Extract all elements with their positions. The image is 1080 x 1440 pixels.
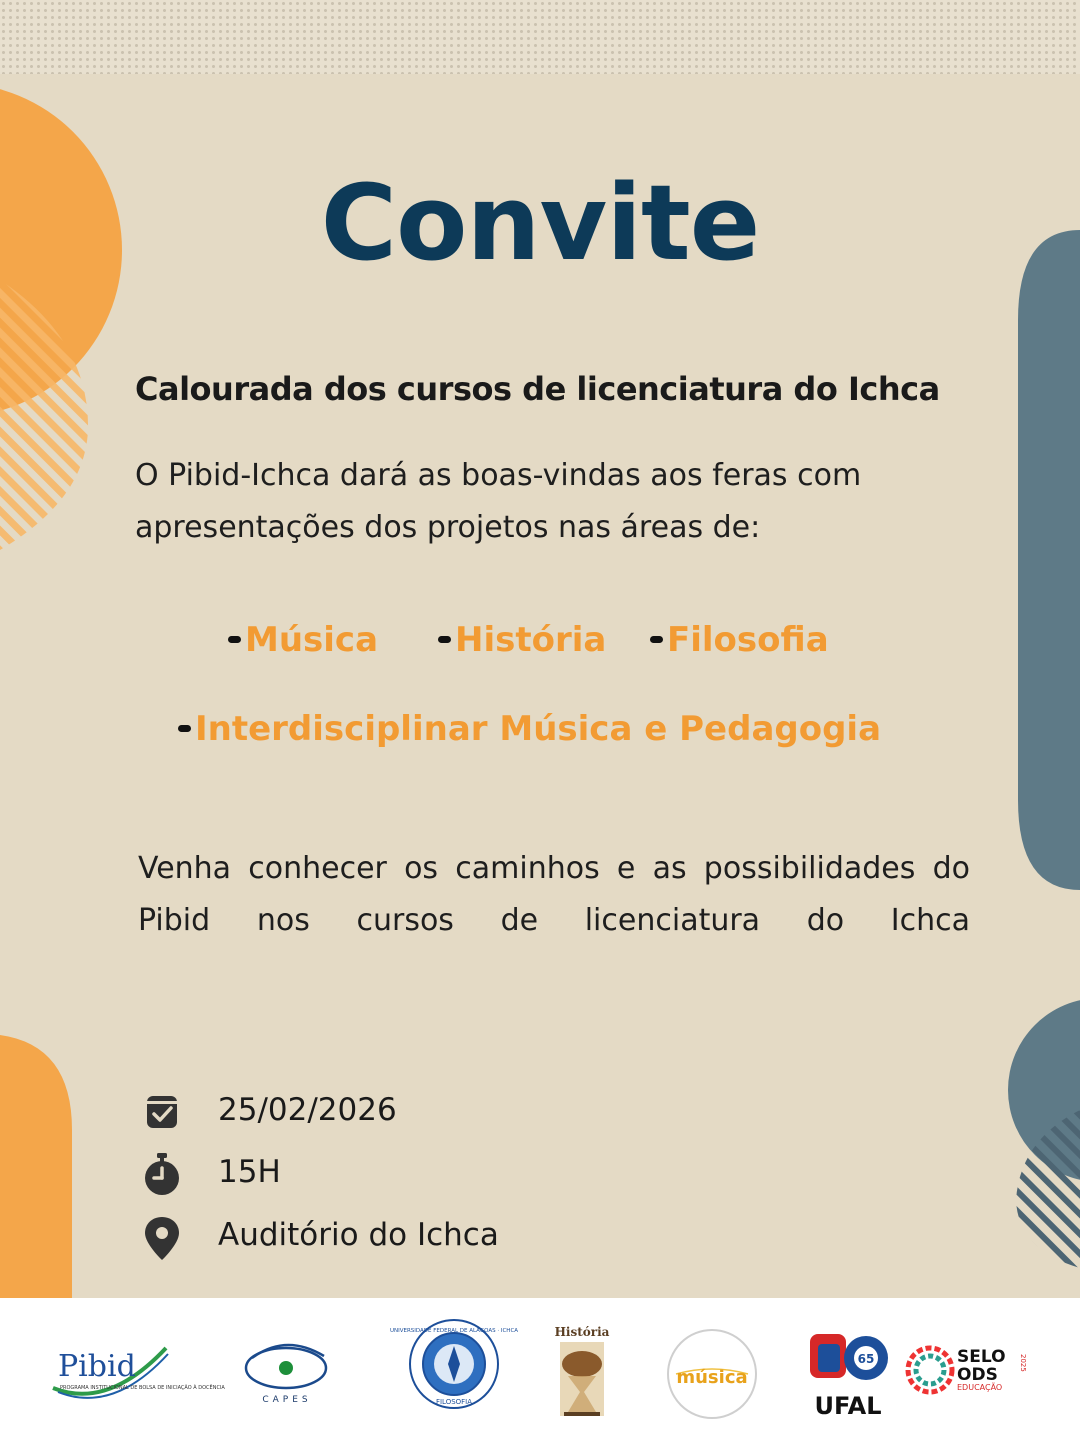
svg-text:SELO: SELO <box>957 1347 1006 1367</box>
svg-text:PROGRAMA INSTITUCIONAL DE BOLS: PROGRAMA INSTITUCIONAL DE BOLSA DE INICIAÇÃO À DOCÊNCIA <box>60 1385 225 1391</box>
historia-logo <box>548 1324 616 1420</box>
event-subtitle: Calourada dos cursos de licenciatura do Ichca <box>135 370 940 408</box>
event-location-row <box>140 1213 740 1263</box>
area-label: História <box>455 620 607 660</box>
svg-text:CAPES: CAPES <box>262 1395 312 1405</box>
svg-text:UNIVERSIDADE FEDERAL DE ALAGOA: UNIVERSIDADE FEDERAL DE ALAGOAS · ICHCA <box>389 1328 519 1334</box>
decor-right-slate-pill <box>1018 230 1080 890</box>
event-time: 15H <box>218 1154 281 1190</box>
event-date: 25/02/2026 <box>218 1092 397 1128</box>
area-item-historia <box>438 620 606 660</box>
ufal-65-logo <box>806 1330 890 1418</box>
area-label: Interdisciplinar Música e Pedagogia <box>195 709 882 749</box>
footer-logos-bar <box>0 1298 1080 1440</box>
svg-text:UFAL: UFAL <box>814 1392 882 1420</box>
pibid-logo <box>48 1336 225 1410</box>
area-item-interdisciplinar <box>178 709 881 749</box>
svg-text:65: 65 <box>857 1352 875 1366</box>
musica-logo <box>666 1328 758 1420</box>
svg-text:EDUCAÇÃO: EDUCAÇÃO <box>957 1383 1003 1392</box>
decor-bottom-left-orange-pill <box>0 1035 75 1298</box>
dotted-header-band <box>0 0 1080 74</box>
decor-top-left-orange-circle <box>0 80 130 560</box>
svg-text:FILOSOFIA: FILOSOFIA <box>435 1398 473 1406</box>
calendar-check-icon <box>140 1088 184 1138</box>
map-pin-icon <box>140 1213 184 1263</box>
area-item-filosofia <box>650 620 829 660</box>
svg-text:ODS: ODS <box>957 1365 998 1385</box>
intro-text: O Pibid-Ichca dará as boas-vindas aos feras com apresentações dos projetos nas áreas de: <box>135 458 862 545</box>
svg-text:Pibid: Pibid <box>58 1349 136 1384</box>
event-date-row <box>140 1088 740 1138</box>
decor-right-slate-circle <box>1000 1000 1080 1300</box>
bullet-icon <box>228 636 241 643</box>
svg-text:História: História <box>554 1325 610 1339</box>
ufal-filosofia-seal <box>389 1318 519 1410</box>
selo-ods-educacao-logo <box>905 1340 1030 1400</box>
event-location: Auditório do Ichca <box>218 1217 499 1253</box>
event-time-row <box>140 1150 740 1200</box>
page-title: Convite <box>320 162 760 284</box>
area-label: Música <box>245 620 379 660</box>
area-label: Filosofia <box>667 620 829 660</box>
bullet-icon <box>650 636 663 643</box>
svg-text:2025: 2025 <box>1019 1354 1027 1372</box>
bullet-icon <box>178 725 191 732</box>
svg-text:música: música <box>676 1367 748 1388</box>
bullet-icon <box>438 636 451 643</box>
stopwatch-icon <box>140 1150 184 1200</box>
outro-text: Venha conhecer os caminhos e as possibilidades do Pibid nos cursos de licenciatura do Ichca <box>138 851 970 938</box>
capes-logo <box>240 1328 335 1410</box>
area-item-musica <box>228 620 378 660</box>
